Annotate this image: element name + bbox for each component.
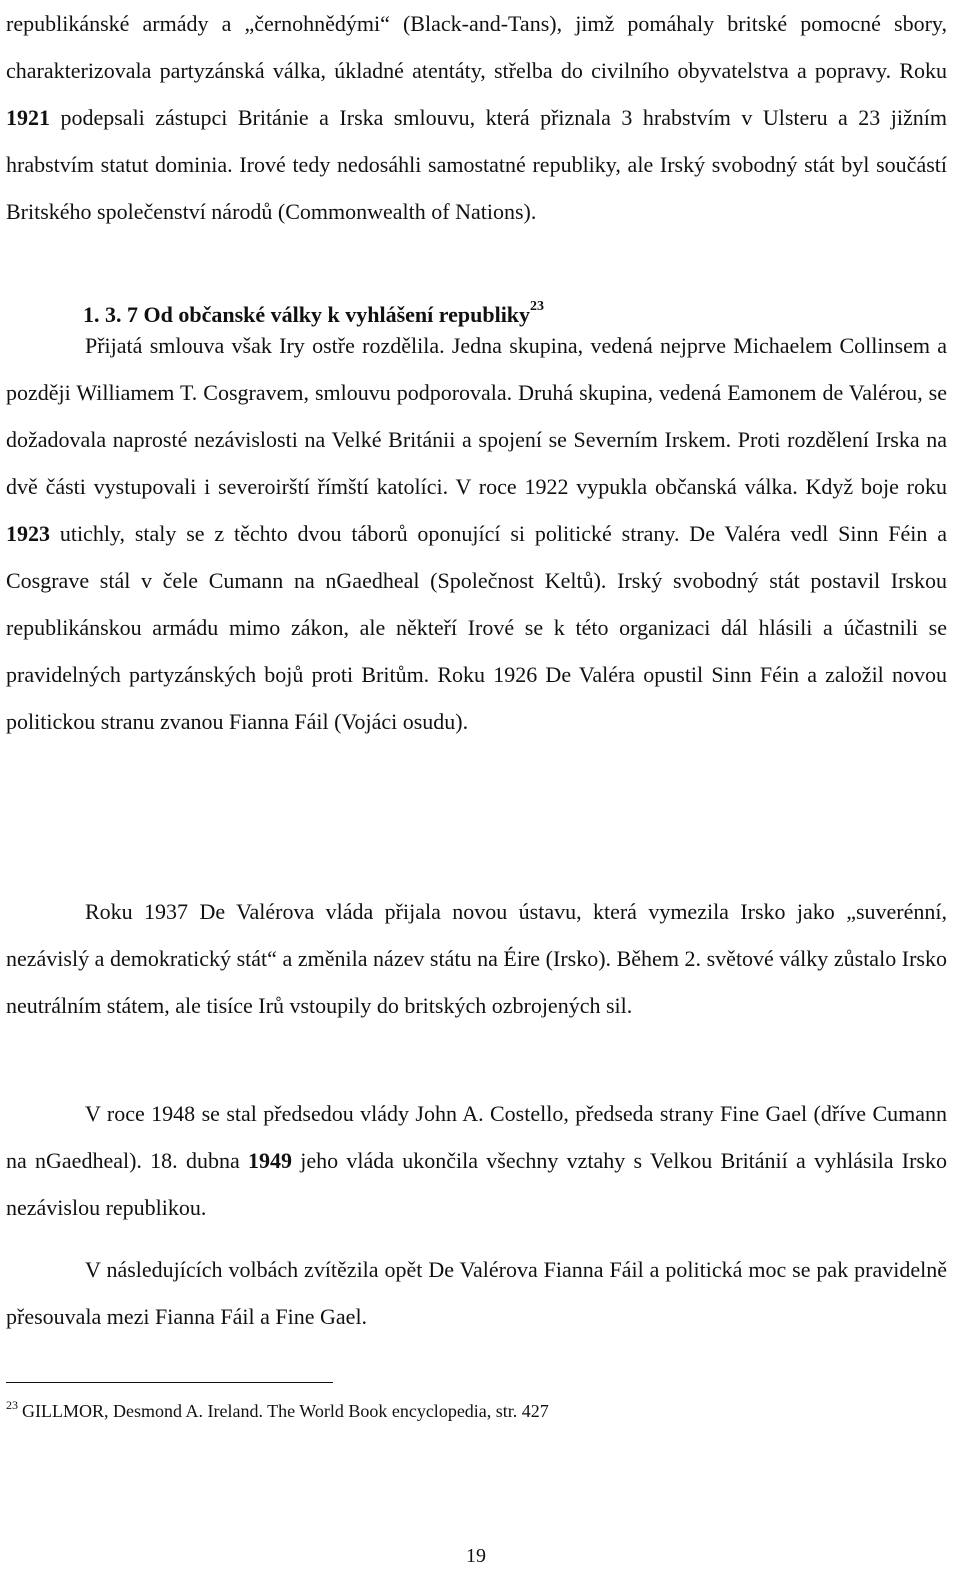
paragraph-text: republikánské armády a „černohnědými“ (Black-and-Tans), jimž pomáhaly britské pomocné sbory, charakterizovala partyzánská válka, úkladné atentáty, střelba do civilního obyvatelstva a popravy. Roku bbox=[6, 11, 947, 83]
paragraph-text: V následujících volbách zvítězila opět De Valérova Fianna Fáil a politická moc se pak pravidelně přesouvala mezi Fianna Fáil a Fine Gael. bbox=[6, 1257, 947, 1329]
paragraph-text: jeho vláda ukončila všechny vztahy s Velkou Británií a vyhlásila Irsko nezávislou republikou. bbox=[6, 1148, 947, 1220]
bold-year: 1949 bbox=[247, 1148, 292, 1173]
paragraph-continuation bbox=[6, 0, 947, 235]
paragraph-civil-war bbox=[6, 322, 947, 745]
paragraph-republic bbox=[6, 1090, 947, 1231]
paragraph-constitution bbox=[6, 888, 947, 1029]
paragraph-text: utichly, staly se z těchto dvou táborů oponující si politické strany. De Valéra vedl Sinn Féin a Cosgrave stál v čele Cumann na nGaedheal (Společnost Keltů). Irský svobodný stát postavil Irskou republikánskou armádu mimo zákon, ale někteří Irové se k této organizaci dál hlásili a účastnili se pravidelných partyzánských bojů proti Britům. Roku 1926 De Valéra opustil Sinn Féin a založil novou politickou stranu zvanou Fianna Fáil (Vojáci osudu). bbox=[6, 521, 947, 734]
footnote-text: GILLMOR, Desmond A. Ireland. The World Book encyclopedia, str. 427 bbox=[22, 1401, 549, 1421]
section-heading-text: 1. 3. 7 Od občanské války k vyhlášení republiky bbox=[83, 302, 531, 327]
paragraph-text: podepsali zástupci Británie a Irska smlouvu, která přiznala 3 hrabstvím v Ulsteru a 23 jižním hrabstvím statut dominia. Irové tedy nedosáhli samostatné republiky, ale Irský svobodný stát byl součástí Britského společenství národů (Commonwealth of Nations). bbox=[6, 105, 947, 224]
footnote bbox=[6, 1398, 946, 1424]
footnote-separator bbox=[6, 1382, 333, 1383]
paragraph-elections bbox=[6, 1246, 947, 1340]
bold-year: 1923 bbox=[6, 521, 50, 546]
footnote-number: 23 bbox=[6, 1398, 18, 1412]
paragraph-text: Přijatá smlouva však Iry ostře rozdělila. Jedna skupina, vedená nejprve Michaelem Collinsem a později Williamem T. Cosgravem, smlouvu podporovala. Druhá skupina, vedená Eamonem de Valérou, se dožadovala naprosté nezávislosti na Velké Británii a spojení se Severním Irskem. Proti rozdělení Irska na dvě části vystupovali i severoirští římští katolíci. V roce 1922 vypukla občanská válka. Když boje roku bbox=[6, 333, 947, 499]
page-number: 19 bbox=[466, 1545, 486, 1567]
bold-year: 1921 bbox=[6, 105, 50, 130]
paragraph-text: V roce 1948 se stal předsedou vlády John A. Costello, předseda strany Fine Gael (dříve Cumann na nGaedheal). 18. dubna bbox=[6, 1101, 947, 1173]
footnote-reference[interactable]: 23 bbox=[530, 299, 545, 314]
paragraph-text: Roku 1937 De Valérova vláda přijala novou ústavu, která vymezila Irsko jako „suverénní, nezávislý a demokratický stát“ a změnila název státu na Éire (Irsko). Během 2. světové války zůstalo Irsko neutrálním státem, ale tisíce Irů vstoupily do britských ozbrojených sil. bbox=[6, 899, 947, 1018]
